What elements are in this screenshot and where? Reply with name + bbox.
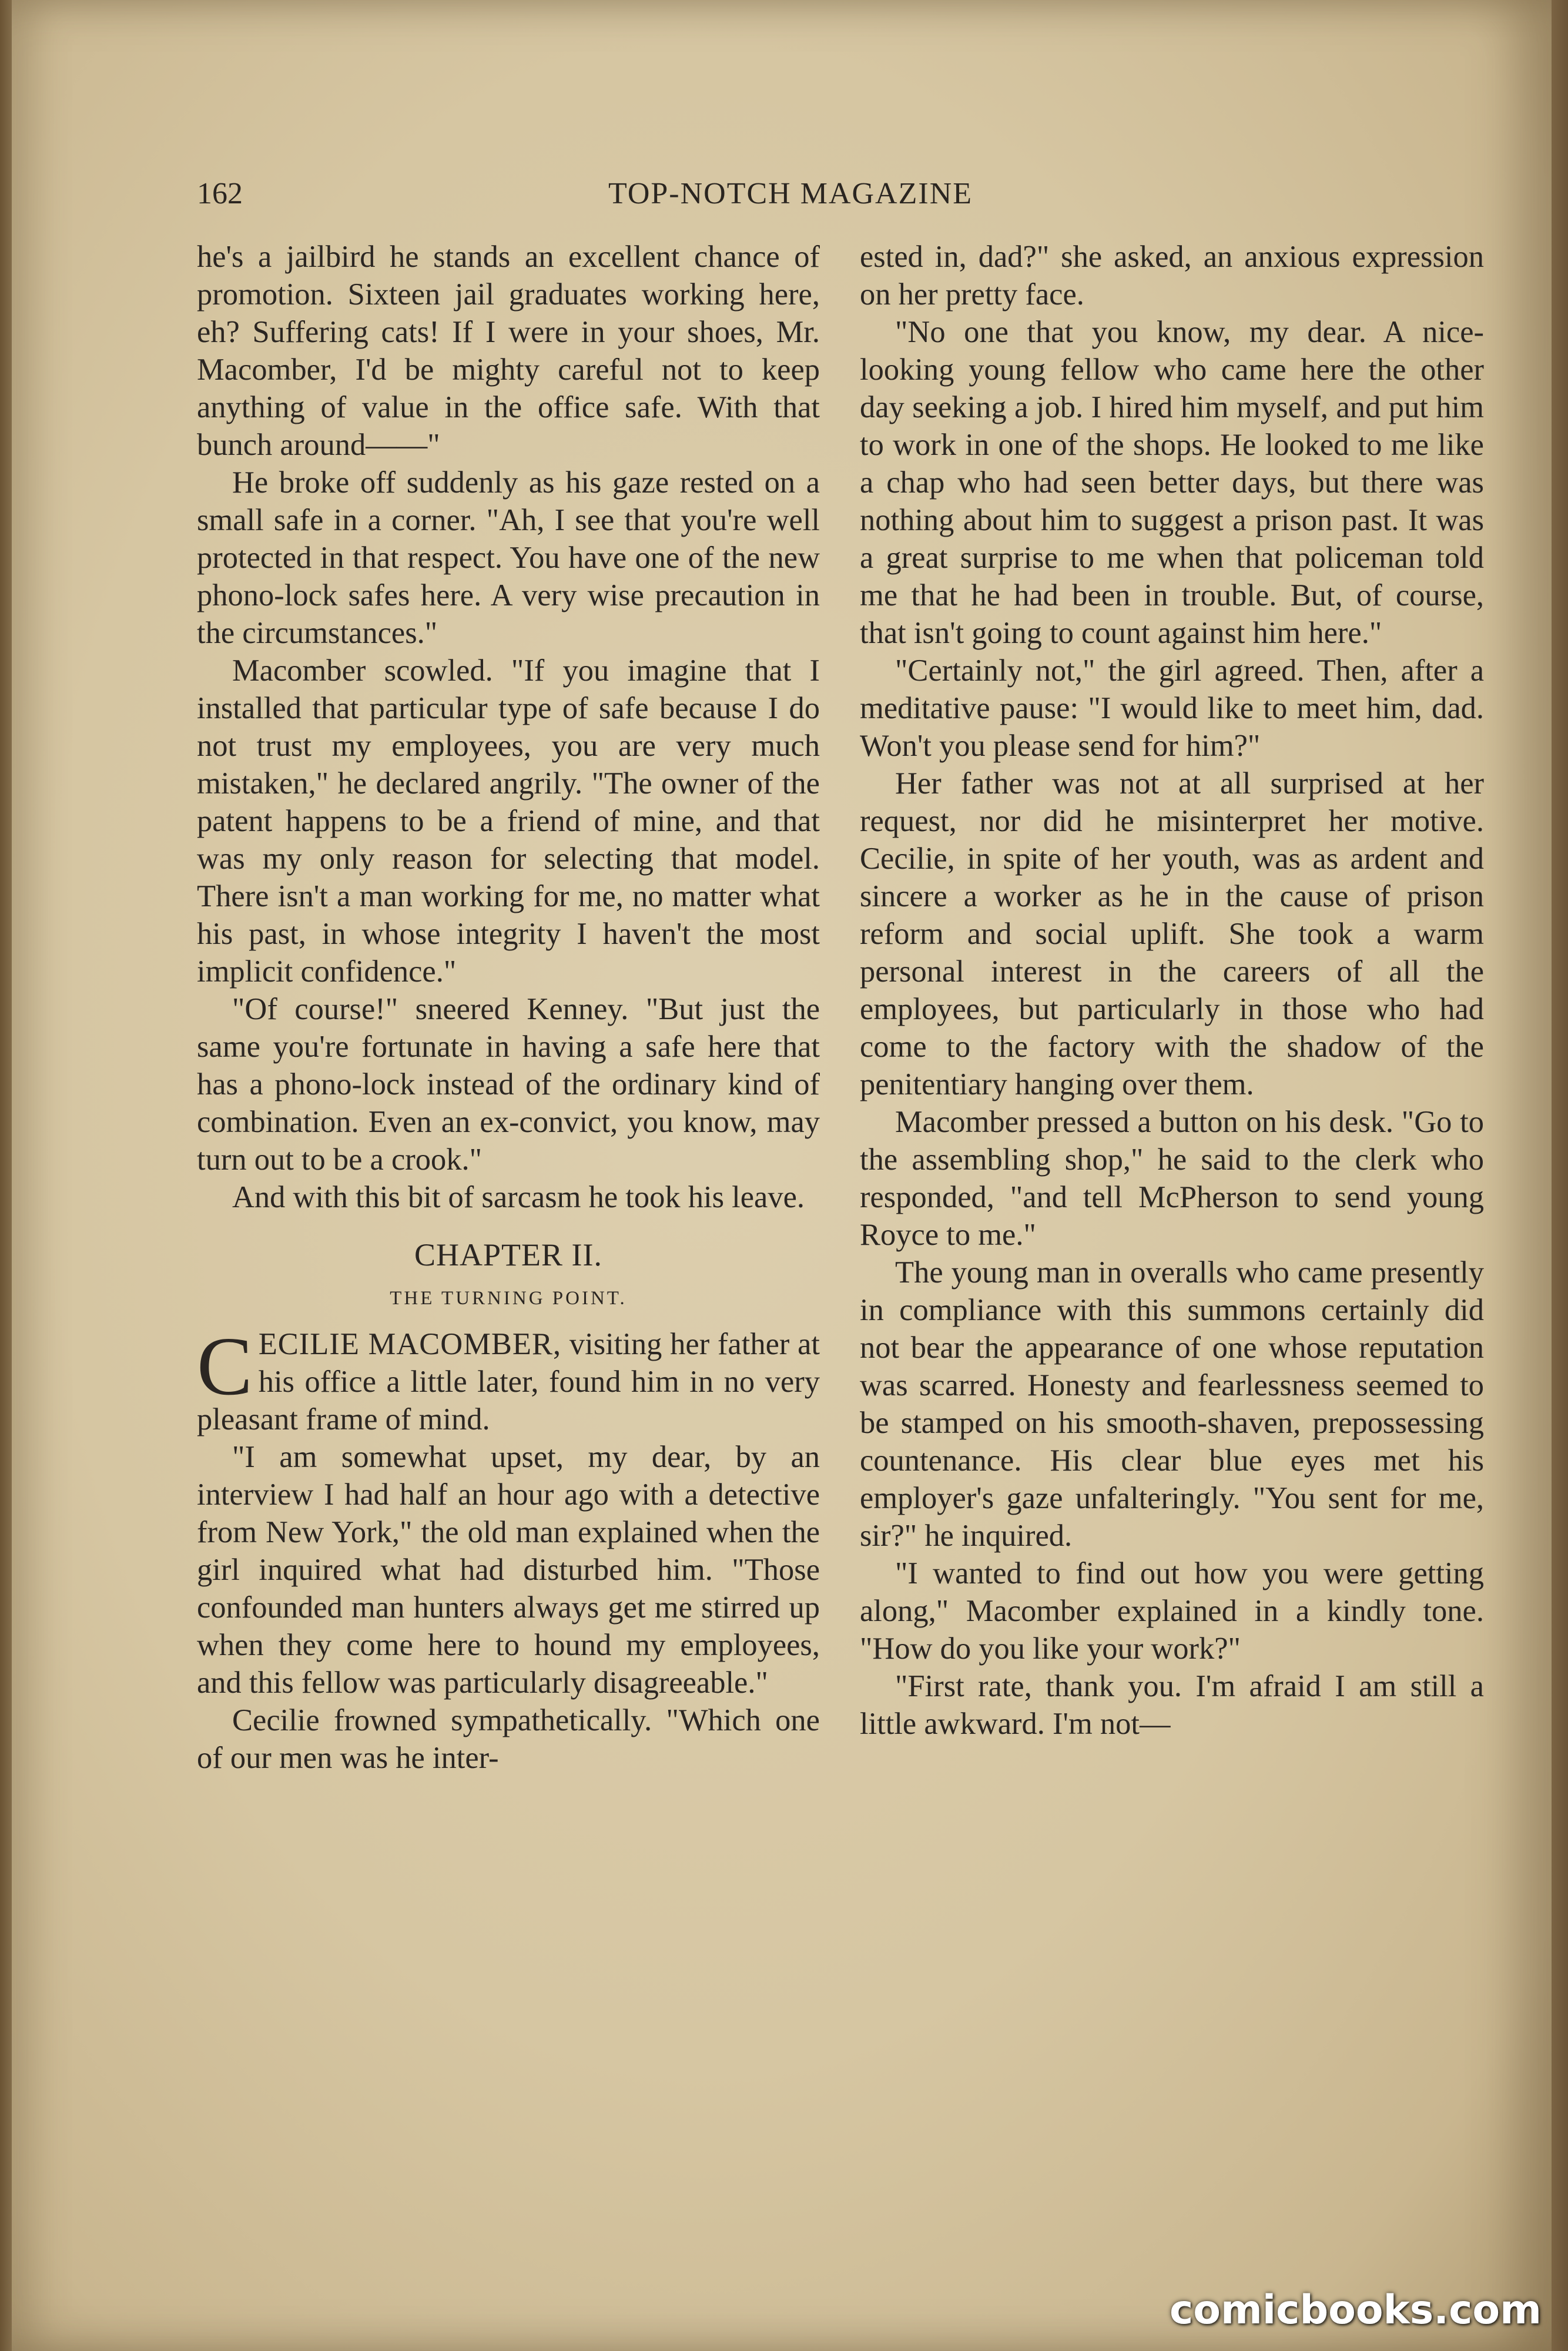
chapter-title: CHAPTER II. bbox=[414, 1237, 602, 1272]
paragraph: "I am somewhat upset, my dear, by an interview I had half an hour ago with a detective from New York," the old man explained when the girl inquired what had disturbed him. "Those confounded man hunters always get me stirred up when they come here to hound my employees, and this fellow was particularly disagreeable." bbox=[197, 1440, 820, 1700]
magazine-title: TOP-NOTCH MAGAZINE bbox=[608, 177, 973, 210]
paragraph: "I wanted to find out how you were getting along," Macomber explained in a kindly tone. "How do you like your work?" bbox=[860, 1556, 1484, 1666]
paragraph: He broke off suddenly as his gaze rested on a small safe in a corner. "Ah, I see that you're well protected in that respect. You have one of the new phono-lock safes here. A very wise precaution in the circumstances." bbox=[197, 465, 820, 650]
paragraph: Macomber pressed a button on his desk. "Go to the assembling shop," he said to the clerk who responded, "and tell McPherson to send young Royce to me." bbox=[860, 1105, 1484, 1252]
chapter-opening-paragraph bbox=[197, 1319, 820, 1438]
paragraph: The young man in overalls who came presently in compliance with this summons certainly did not bear the appearance of one whose reputation was scarred. Honesty and fearlessness seemed to be stamped on his smooth-shaven, prepossessing countenance. His clear blue eyes met his employer's gaze unfalteringly. "You sent for me, sir?" he inquired. bbox=[860, 1255, 1484, 1553]
site-watermark: comicbooks.com bbox=[1169, 2287, 1542, 2333]
paragraph: Cecilie frowned sympathetically. "Which one of our men was he inter- bbox=[197, 1703, 820, 1775]
page-number: 162 bbox=[197, 177, 243, 210]
running-header bbox=[197, 176, 1067, 217]
left-column bbox=[197, 238, 820, 1777]
paragraph: "Of course!" sneered Kenney. "But just the same you're fortunate in having a safe here that has a phono-lock instead of the ordinary kind of combination. Even an ex-convict, you know, may turn out to be a crook." bbox=[197, 992, 820, 1177]
opening-small-caps: ECILIE MACOMBER, bbox=[258, 1327, 562, 1361]
paragraph: "Certainly not," the girl agreed. Then, after a meditative pause: "I would like to meet him, dad. Won't you please send for him?" bbox=[860, 654, 1484, 763]
paragraph: ested in, dad?" she asked, an anxious expression on her pretty face. bbox=[860, 240, 1484, 312]
paragraph: Her father was not at all surprised at her request, nor did he misinterpret her motive. Cecilie, in spite of her youth, was as ardent and sincere a worker as he in the cause of prison reform and social uplift. She took a warm personal interest in the careers of all the employees, but particularly in those who had come to the factory with the shadow of the penitentiary hanging over them. bbox=[860, 766, 1484, 1101]
paragraph: he's a jailbird he stands an excellent chance of promotion. Sixteen jail graduates working here, eh? Suffering cats! If I were in your shoes, Mr. Macomber, I'd be mighty careful not to keep anything of value in the office safe. With that bunch around——" bbox=[197, 240, 820, 462]
chapter-subtitle: THE TURNING POINT. bbox=[390, 1288, 627, 1309]
opening-text: visiting her father at his office a little later, found him in no very pleasant frame of mind. bbox=[197, 1327, 820, 1436]
right-column bbox=[860, 238, 1484, 1743]
drop-cap: C bbox=[197, 1319, 253, 1412]
paragraph: Macomber scowled. "If you imagine that I installed that particular type of safe because I do not trust my employees, you are very much mistaken," he declared angrily. "The owner of the patent happens to be a friend of mine, and that was my only reason for selecting that model. There isn't a man working for me, no matter what his past, in whose integrity I haven't the most implicit confidence." bbox=[197, 654, 820, 989]
paragraph: "First rate, thank you. I'm afraid I am still a little awkward. I'm not— bbox=[860, 1669, 1484, 1741]
magazine-page bbox=[12, 0, 1552, 2351]
paragraph: "No one that you know, my dear. A nice-looking young fellow who came here the other day seeking a job. I hired him myself, and put him to work in one of the shops. He looked to me like a chap who had seen better days, but there was nothing about him to suggest a prison past. It was a great surprise to me when that policeman told me that he had been in trouble. But, of course, that isn't going to count against him here." bbox=[860, 315, 1484, 650]
paragraph: And with this bit of sarcasm he took his leave. bbox=[232, 1180, 805, 1214]
